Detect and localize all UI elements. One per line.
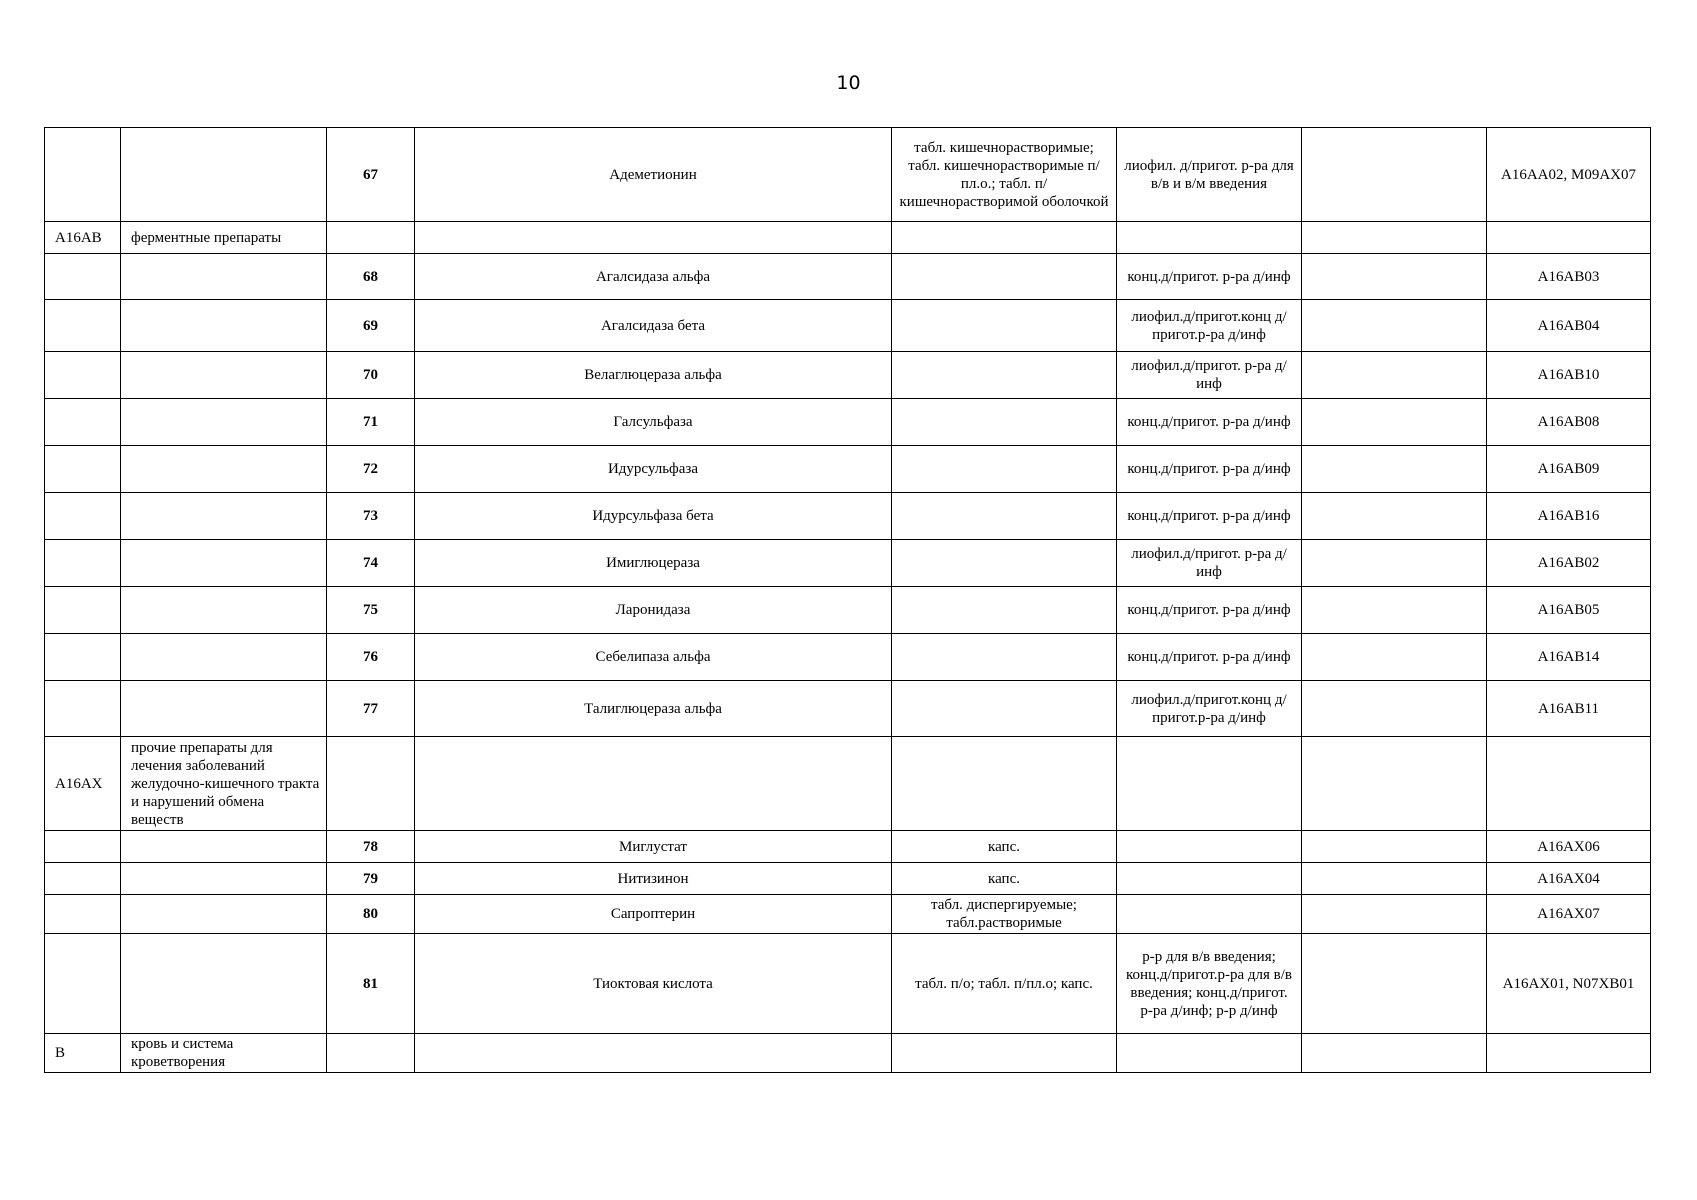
pharmacological-group-cell <box>121 934 327 1034</box>
dosage-form-injection-cell: конц.д/пригот. р-ра д/инф <box>1117 493 1302 540</box>
pharmacological-group-cell <box>121 681 327 737</box>
atc-group-code-cell <box>45 128 121 222</box>
empty-cell-cell <box>1302 300 1487 352</box>
drug-name-cell: Ларонидаза <box>415 587 892 634</box>
empty-cell-cell <box>1302 934 1487 1034</box>
atc-group-code-cell <box>45 634 121 681</box>
row-number-cell: 79 <box>327 863 415 895</box>
empty-cell-cell <box>1302 399 1487 446</box>
atc-code-cell: A16AB09 <box>1487 446 1651 493</box>
dosage-form-oral-cell <box>892 254 1117 300</box>
row-number-cell: 77 <box>327 681 415 737</box>
row-number-cell: 74 <box>327 540 415 587</box>
table-row <box>45 300 1651 352</box>
atc-group-code-cell <box>45 399 121 446</box>
table-row <box>45 540 1651 587</box>
pharmacological-group-cell: прочие препараты для лечения заболеваний желудочно-кишечного тракта и нарушений обмена веществ <box>121 737 327 831</box>
table-row <box>45 863 1651 895</box>
drug-name-cell: Галсульфаза <box>415 399 892 446</box>
empty-cell-cell <box>1302 1034 1487 1073</box>
pharmacological-group-cell <box>121 634 327 681</box>
dosage-form-oral-cell: табл. п/о; табл. п/пл.о; капс. <box>892 934 1117 1034</box>
atc-group-code-cell <box>45 587 121 634</box>
drug-name-cell <box>415 1034 892 1073</box>
empty-cell-cell <box>1302 446 1487 493</box>
drug-name-cell <box>415 222 892 254</box>
dosage-form-oral-cell <box>892 1034 1117 1073</box>
table-row <box>45 1034 1651 1073</box>
table-row <box>45 446 1651 493</box>
atc-code-cell <box>1487 1034 1651 1073</box>
dosage-form-oral-cell <box>892 634 1117 681</box>
table-row <box>45 493 1651 540</box>
pharmacological-group-cell <box>121 254 327 300</box>
atc-group-code-cell <box>45 895 121 934</box>
table-row <box>45 352 1651 399</box>
row-number-cell: 73 <box>327 493 415 540</box>
table-row <box>45 634 1651 681</box>
table-row <box>45 737 1651 831</box>
atc-group-code-cell: A16AX <box>45 737 121 831</box>
dosage-form-injection-cell <box>1117 737 1302 831</box>
page-number: 10 <box>836 72 861 94</box>
atc-code-cell: A16AB03 <box>1487 254 1651 300</box>
drug-name-cell: Талиглюцераза альфа <box>415 681 892 737</box>
empty-cell-cell <box>1302 222 1487 254</box>
atc-code-cell <box>1487 222 1651 254</box>
atc-code-cell: A16AB05 <box>1487 587 1651 634</box>
pharmacological-group-cell: кровь и система кроветворения <box>121 1034 327 1073</box>
row-number-cell <box>327 1034 415 1073</box>
atc-code-cell: A16AB11 <box>1487 681 1651 737</box>
row-number-cell: 70 <box>327 352 415 399</box>
drug-name-cell: Себелипаза альфа <box>415 634 892 681</box>
dosage-form-injection-cell: лиофил.д/пригот.конц д/пригот.р-ра д/инф <box>1117 300 1302 352</box>
empty-cell-cell <box>1302 831 1487 863</box>
dosage-form-injection-cell: лиофил. д/пригот. р-ра для в/в и в/м введения <box>1117 128 1302 222</box>
atc-code-cell: A16AX07 <box>1487 895 1651 934</box>
empty-cell-cell <box>1302 895 1487 934</box>
drug-name-cell: Нитизинон <box>415 863 892 895</box>
empty-cell-cell <box>1302 737 1487 831</box>
empty-cell-cell <box>1302 352 1487 399</box>
table-row <box>45 128 1651 222</box>
row-number-cell: 67 <box>327 128 415 222</box>
pharmacological-group-cell <box>121 540 327 587</box>
drug-list-table <box>44 127 1651 1073</box>
dosage-form-oral-cell: табл. кишечнорастворимые; табл. кишечнорастворимые п/пл.о.; табл. п/кишечнорастворимой оболочкой <box>892 128 1117 222</box>
drug-name-cell: Миглустат <box>415 831 892 863</box>
empty-cell-cell <box>1302 681 1487 737</box>
atc-code-cell: A16AB10 <box>1487 352 1651 399</box>
row-number-cell: 78 <box>327 831 415 863</box>
dosage-form-injection-cell <box>1117 895 1302 934</box>
drug-name-cell: Имиглюцераза <box>415 540 892 587</box>
drug-name-cell: Идурсульфаза <box>415 446 892 493</box>
pharmacological-group-cell <box>121 863 327 895</box>
pharmacological-group-cell <box>121 399 327 446</box>
atc-code-cell: A16AB14 <box>1487 634 1651 681</box>
empty-cell-cell <box>1302 128 1487 222</box>
atc-code-cell: A16AX06 <box>1487 831 1651 863</box>
atc-group-code-cell <box>45 831 121 863</box>
atc-code-cell: A16AX04 <box>1487 863 1651 895</box>
drug-name-cell: Идурсульфаза бета <box>415 493 892 540</box>
row-number-cell: 72 <box>327 446 415 493</box>
pharmacological-group-cell <box>121 493 327 540</box>
atc-group-code-cell <box>45 863 121 895</box>
table-row <box>45 831 1651 863</box>
drug-name-cell: Агалсидаза альфа <box>415 254 892 300</box>
dosage-form-oral-cell: капс. <box>892 863 1117 895</box>
atc-code-cell: A16AB02 <box>1487 540 1651 587</box>
atc-group-code-cell <box>45 300 121 352</box>
table-row <box>45 254 1651 300</box>
pharmacological-group-cell <box>121 300 327 352</box>
dosage-form-oral-cell <box>892 399 1117 446</box>
dosage-form-oral-cell <box>892 587 1117 634</box>
empty-cell-cell <box>1302 634 1487 681</box>
pharmacological-group-cell <box>121 587 327 634</box>
atc-group-code-cell <box>45 493 121 540</box>
row-number-cell: 81 <box>327 934 415 1034</box>
atc-code-cell: A16AB08 <box>1487 399 1651 446</box>
dosage-form-oral-cell: капс. <box>892 831 1117 863</box>
dosage-form-injection-cell: лиофил.д/пригот. р-ра д/инф <box>1117 352 1302 399</box>
dosage-form-injection-cell: конц.д/пригот. р-ра д/инф <box>1117 399 1302 446</box>
empty-cell-cell <box>1302 540 1487 587</box>
dosage-form-oral-cell <box>892 222 1117 254</box>
pharmacological-group-cell <box>121 895 327 934</box>
atc-group-code-cell <box>45 540 121 587</box>
dosage-form-injection-cell: конц.д/пригот. р-ра д/инф <box>1117 587 1302 634</box>
dosage-form-oral-cell <box>892 493 1117 540</box>
dosage-form-injection-cell: конц.д/пригот. р-ра д/инф <box>1117 254 1302 300</box>
row-number-cell: 68 <box>327 254 415 300</box>
table-row <box>45 399 1651 446</box>
dosage-form-oral-cell <box>892 737 1117 831</box>
table-row <box>45 934 1651 1034</box>
dosage-form-oral-cell <box>892 352 1117 399</box>
atc-code-cell: A16AA02, M09AX07 <box>1487 128 1651 222</box>
pharmacological-group-cell <box>121 352 327 399</box>
atc-group-code-cell: A16AB <box>45 222 121 254</box>
dosage-form-oral-cell <box>892 446 1117 493</box>
row-number-cell: 76 <box>327 634 415 681</box>
table-row <box>45 681 1651 737</box>
dosage-form-injection-cell: конц.д/пригот. р-ра д/инф <box>1117 446 1302 493</box>
row-number-cell <box>327 737 415 831</box>
drug-name-cell: Велаглюцераза альфа <box>415 352 892 399</box>
atc-group-code-cell: B <box>45 1034 121 1073</box>
drug-name-cell: Адеметионин <box>415 128 892 222</box>
atc-code-cell: A16AB04 <box>1487 300 1651 352</box>
atc-code-cell: A16AX01, N07XB01 <box>1487 934 1651 1034</box>
empty-cell-cell <box>1302 587 1487 634</box>
atc-code-cell: A16AB16 <box>1487 493 1651 540</box>
atc-code-cell <box>1487 737 1651 831</box>
pharmacological-group-cell <box>121 831 327 863</box>
dosage-form-injection-cell: лиофил.д/пригот.конц д/пригот.р-ра д/инф <box>1117 681 1302 737</box>
empty-cell-cell <box>1302 863 1487 895</box>
dosage-form-injection-cell: лиофил.д/пригот. р-ра д/инф <box>1117 540 1302 587</box>
dosage-form-injection-cell <box>1117 1034 1302 1073</box>
atc-group-code-cell <box>45 352 121 399</box>
atc-group-code-cell <box>45 681 121 737</box>
table-body <box>45 128 1651 1073</box>
row-number-cell: 75 <box>327 587 415 634</box>
row-number-cell: 71 <box>327 399 415 446</box>
empty-cell-cell <box>1302 493 1487 540</box>
dosage-form-injection-cell <box>1117 863 1302 895</box>
dosage-form-injection-cell: р-р для в/в введения; конц.д/пригот.р-ра для в/в введения; конц.д/пригот. р-ра д/инф; р-р д/инф <box>1117 934 1302 1034</box>
dosage-form-oral-cell: табл. диспергируемые; табл.растворимые <box>892 895 1117 934</box>
pharmacological-group-cell <box>121 446 327 493</box>
drug-name-cell: Тиоктовая кислота <box>415 934 892 1034</box>
row-number-cell: 69 <box>327 300 415 352</box>
table-row <box>45 222 1651 254</box>
row-number-cell <box>327 222 415 254</box>
dosage-form-oral-cell <box>892 681 1117 737</box>
pharmacological-group-cell <box>121 128 327 222</box>
drug-name-cell: Агалсидаза бета <box>415 300 892 352</box>
dosage-form-oral-cell <box>892 540 1117 587</box>
atc-group-code-cell <box>45 254 121 300</box>
table-row <box>45 587 1651 634</box>
dosage-form-injection-cell <box>1117 831 1302 863</box>
row-number-cell: 80 <box>327 895 415 934</box>
pharmacological-group-cell: ферментные препараты <box>121 222 327 254</box>
empty-cell-cell <box>1302 254 1487 300</box>
drug-name-cell: Сапроптерин <box>415 895 892 934</box>
atc-group-code-cell <box>45 934 121 1034</box>
dosage-form-injection-cell <box>1117 222 1302 254</box>
table-row <box>45 895 1651 934</box>
dosage-form-oral-cell <box>892 300 1117 352</box>
atc-group-code-cell <box>45 446 121 493</box>
dosage-form-injection-cell: конц.д/пригот. р-ра д/инф <box>1117 634 1302 681</box>
drug-name-cell <box>415 737 892 831</box>
